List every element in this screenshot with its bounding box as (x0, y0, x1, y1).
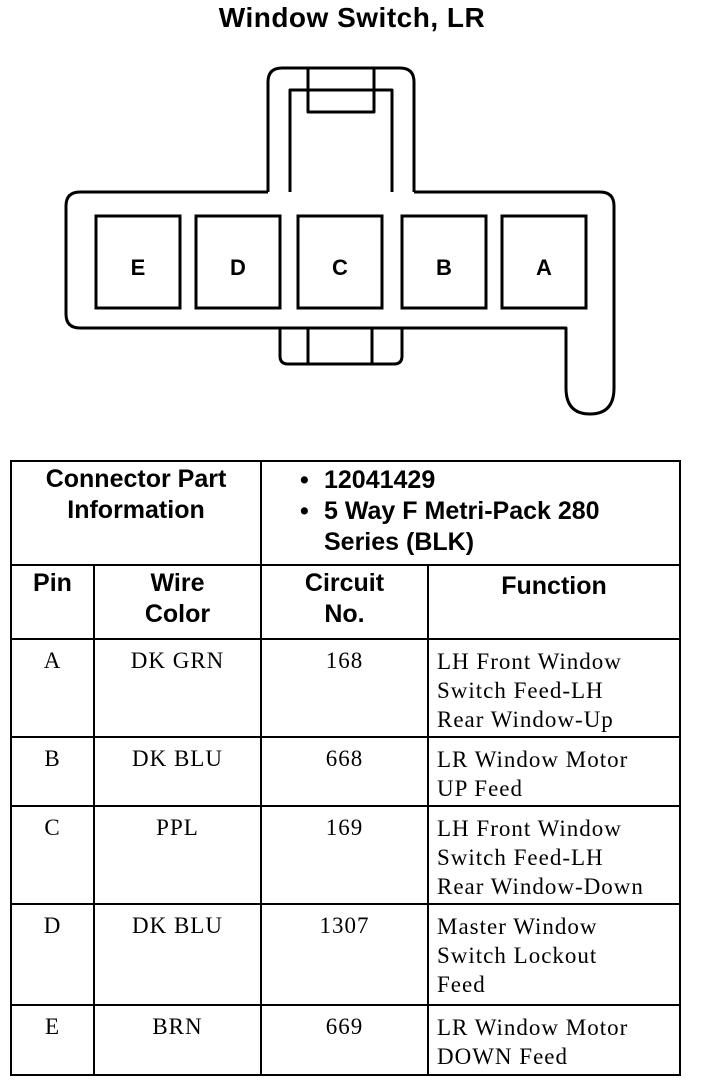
pin-value: E (44, 1014, 61, 1039)
pin-cell (11, 904, 94, 1005)
function-cell (428, 1005, 680, 1075)
wire-color-value: DK BLU (132, 913, 223, 938)
header-circuit (261, 565, 428, 639)
function-line: UP Feed (437, 776, 524, 801)
pin-cell (11, 737, 94, 806)
function-line: Rear Window-Up (437, 707, 614, 732)
wire-color-cell (94, 737, 261, 806)
pin-cell (11, 1005, 94, 1075)
header-wire-color-line2: Color (144, 600, 211, 628)
connector-info-table (10, 460, 681, 1076)
function-cell (428, 904, 680, 1005)
header-pin (11, 565, 94, 639)
header-pin-label: Pin (33, 569, 72, 597)
function-cell (428, 639, 680, 737)
circuit-value: 669 (325, 1014, 364, 1039)
pin-label-c: C (332, 255, 348, 280)
wire-color-cell (94, 904, 261, 1005)
connector-body (66, 192, 614, 414)
wire-color-cell (94, 806, 261, 904)
table-row (11, 806, 680, 904)
circuit-value: 168 (325, 648, 364, 673)
part-desc-line1: • 5 Way F Metri-Pack 280 (300, 496, 679, 527)
function-line: LR Window Motor (437, 1015, 629, 1040)
circuit-value: 169 (325, 815, 364, 840)
header-function-label: Function (501, 572, 607, 600)
pin-value: C (44, 815, 61, 840)
function-cell (428, 737, 680, 806)
diagram-title: Window Switch, LR (218, 2, 486, 33)
part-info-label-line2: Information (67, 496, 205, 524)
table-row (11, 1005, 680, 1075)
function-line: Rear Window-Down (437, 874, 644, 899)
function-line: Switch Feed-LH (437, 845, 604, 870)
header-wire-color (94, 565, 261, 639)
wire-color-value: PPL (156, 815, 199, 840)
pin-value: B (44, 746, 61, 771)
pin-value: A (43, 648, 62, 673)
part-desc-line2: Series (BLK) (324, 528, 475, 556)
pin-cell (11, 806, 94, 904)
bottom-key (280, 328, 402, 364)
pin-cell (11, 639, 94, 737)
function-line: Master Window (437, 914, 598, 939)
pin-label-a: A (536, 255, 552, 280)
circuit-cell (261, 904, 428, 1005)
header-circuit-line2: No. (324, 600, 365, 628)
wire-color-cell (94, 1005, 261, 1075)
function-line: Switch Lockout (437, 943, 598, 968)
table-row (11, 904, 680, 1005)
part-info-label-line1: Connector Part (45, 465, 227, 493)
pin-label-e: E (130, 255, 146, 280)
table-row (11, 737, 680, 806)
circuit-cell (261, 1005, 428, 1075)
function-line: DOWN Feed (437, 1044, 568, 1069)
header-circuit-line1: Circuit (304, 569, 385, 597)
header-row (11, 565, 680, 639)
connector-face-diagram (0, 56, 704, 426)
table-row (11, 639, 680, 737)
circuit-cell (261, 737, 428, 806)
function-cell (428, 806, 680, 904)
function-line: LR Window Motor (437, 747, 629, 772)
function-line: Feed (437, 972, 486, 997)
header-function (428, 565, 680, 639)
latch-inner (290, 90, 392, 192)
circuit-value: 1307 (319, 913, 370, 938)
circuit-value: 668 (325, 746, 364, 771)
part-info-label-cell (11, 461, 261, 565)
wire-color-value: DK GRN (130, 648, 225, 673)
pin-label-b: B (436, 255, 452, 280)
pin-label-d: D (230, 255, 246, 280)
function-line: LH Front Window (437, 649, 622, 674)
circuit-cell (261, 806, 428, 904)
pin-value: D (43, 913, 62, 938)
header-wire-color-line1: Wire (150, 569, 205, 597)
wire-color-value: BRN (152, 1014, 203, 1039)
part-info-value-cell (261, 461, 680, 565)
function-line: LH Front Window (437, 816, 622, 841)
wire-color-value: DK BLU (132, 746, 223, 771)
function-line: Switch Feed-LH (437, 678, 604, 703)
wire-color-cell (94, 639, 261, 737)
circuit-cell (261, 639, 428, 737)
part-info-row (11, 461, 680, 565)
part-number: • 12041429 (300, 465, 679, 496)
